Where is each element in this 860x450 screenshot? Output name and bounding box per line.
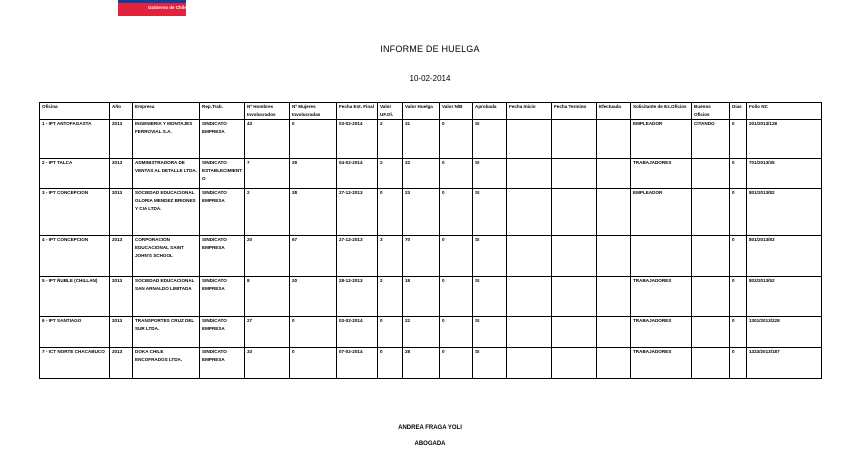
table-cell — [507, 348, 552, 379]
table-cell: SINDICATO ESTABLECIMIENTO — [200, 159, 245, 189]
table-cell — [597, 189, 631, 236]
table-cell: SI — [473, 317, 507, 348]
table-row — [40, 189, 822, 236]
table-cell: SI — [473, 159, 507, 189]
table-cell: 0 — [440, 277, 473, 317]
table-cell: 04-02-2014 — [337, 159, 378, 189]
table-cell: 4 - IPT CONCEPCION — [40, 236, 110, 277]
column-header: Dias — [730, 103, 747, 120]
table-cell: 2013 — [110, 236, 133, 277]
table-cell: 33 — [245, 348, 290, 379]
table-cell: 0 — [730, 348, 747, 379]
table-cell: SOCIEDAD EDUCACIONAL SAN ARNALDO LIMITADA — [133, 277, 200, 317]
table-cell — [507, 189, 552, 236]
table-row — [40, 120, 822, 159]
table-cell: 2013 — [110, 159, 133, 189]
table-cell: 3 - IPT CONCEPCION — [40, 189, 110, 236]
table-cell: 0 — [440, 317, 473, 348]
table-cell — [692, 236, 730, 277]
table-cell: 2 - IPT TALCA — [40, 159, 110, 189]
column-header: Solicitante de Ex.Oficios — [631, 103, 692, 120]
table-cell: 28 — [290, 189, 337, 236]
table-cell — [552, 236, 597, 277]
table-cell: 0 — [730, 317, 747, 348]
column-header: Buenos Oficios — [692, 103, 730, 120]
table-cell: 0 — [440, 159, 473, 189]
table-cell: SI — [473, 348, 507, 379]
table-cell: 22 — [403, 317, 440, 348]
table-cell: 0 — [378, 317, 403, 348]
column-header: Nº Mujeres Involucradas — [290, 103, 337, 120]
table-cell: CITANDO — [692, 120, 730, 159]
table-cell: SINDICATO EMPRESA — [200, 120, 245, 159]
table-cell: 2 — [245, 189, 290, 236]
table-cell — [631, 236, 692, 277]
table-cell — [692, 189, 730, 236]
table-cell: CORPORACION EDUCACIONAL SAINT JOHN'S SCHOOL — [133, 236, 200, 277]
table-cell: 701/2013/35 — [747, 159, 822, 189]
column-header: Fecha Termino — [552, 103, 597, 120]
table-cell: SI — [473, 277, 507, 317]
table-cell: 03-02-2014 — [337, 120, 378, 159]
table-cell: TRANSPORTES CRUZ DEL SUR LTDA. — [133, 317, 200, 348]
table-cell — [692, 317, 730, 348]
signatory-name: ANDREA FRAGA YOLI — [398, 425, 462, 431]
column-header: Valor N/B — [440, 103, 473, 120]
table-cell — [552, 159, 597, 189]
table-cell: 2013 — [110, 277, 133, 317]
table-cell: 27 — [245, 317, 290, 348]
table-cell: SINDICATO EMPRESA — [200, 236, 245, 277]
table-cell: 27-12-2013 — [337, 189, 378, 236]
table-cell — [692, 159, 730, 189]
table-cell: 0 — [440, 120, 473, 159]
table-cell — [552, 189, 597, 236]
table-cell: SINDICATO EMPRESA — [200, 348, 245, 379]
table-cell — [597, 348, 631, 379]
table-cell: 18 — [403, 277, 440, 317]
table-cell — [552, 120, 597, 159]
table-row — [40, 348, 822, 379]
table-cell — [507, 159, 552, 189]
table-row — [40, 159, 822, 189]
table-cell: 0 — [730, 159, 747, 189]
table-header-row — [40, 103, 822, 120]
table-cell: EMPLEADOR — [631, 120, 692, 159]
table-cell — [552, 348, 597, 379]
column-header: Rep.Trab. — [200, 103, 245, 120]
table-cell — [597, 236, 631, 277]
table-cell: 67 — [290, 236, 337, 277]
table-cell — [692, 348, 730, 379]
table-cell: 29 — [290, 159, 337, 189]
table-cell: SINDICATO EMPRESA — [200, 277, 245, 317]
column-header: Nº Hombres Involucrados — [245, 103, 290, 120]
table-cell: 32 — [403, 159, 440, 189]
table-cell: 0 — [290, 348, 337, 379]
table-row — [40, 317, 822, 348]
document-date: 10-02-2014 — [409, 74, 451, 83]
table-cell — [552, 317, 597, 348]
column-header: Año — [110, 103, 133, 120]
table-cell: 2 — [378, 120, 403, 159]
table-cell: TRABAJADORES — [631, 277, 692, 317]
table-cell — [597, 159, 631, 189]
table-cell: SINDICATO EMPRESA — [200, 189, 245, 236]
table-cell: 0 — [440, 348, 473, 379]
table-cell: 1301/2013/228 — [747, 317, 822, 348]
table-cell: TRABAJADORES — [631, 348, 692, 379]
column-header: Valor UF.Ol. — [378, 103, 403, 120]
table-cell: SINDICATO EMPRESA — [200, 317, 245, 348]
table-cell: 3 — [378, 236, 403, 277]
table-cell: 8 — [245, 277, 290, 317]
table-cell: 0 — [730, 277, 747, 317]
table-cell: 201/2013/128 — [747, 120, 822, 159]
table-cell: 23 — [403, 189, 440, 236]
table-cell: 20 — [245, 236, 290, 277]
table-cell: 7 - ICT NORTE CHACABUCO — [40, 348, 110, 379]
table-cell: SI — [473, 120, 507, 159]
table-cell: 0 — [290, 120, 337, 159]
table-cell: 28 — [403, 348, 440, 379]
column-header: Oficina — [40, 103, 110, 120]
column-header: Folio NC — [747, 103, 822, 120]
table-cell: 70 — [403, 236, 440, 277]
table-cell: INGENIERIA Y MONTAJES FERROVIAL S.A. — [133, 120, 200, 159]
table-cell: 20 — [290, 277, 337, 317]
table-cell: 0 — [440, 189, 473, 236]
table-cell: 0 — [730, 189, 747, 236]
table-cell: 801/2013/83 — [747, 236, 822, 277]
table-cell: ADMINISTRADORA DE VENTAS AL DETALLE LTDA. — [133, 159, 200, 189]
table-cell — [507, 277, 552, 317]
table-row — [40, 236, 822, 277]
table-cell: 7 — [245, 159, 290, 189]
column-header: Valor Huelga — [403, 103, 440, 120]
table-cell: 03-02-2014 — [337, 317, 378, 348]
table-cell — [507, 236, 552, 277]
table-cell: 27-12-2013 — [337, 236, 378, 277]
table-cell — [597, 120, 631, 159]
table-cell: 0 — [730, 236, 747, 277]
logo-text: Gobierno de Chile — [148, 5, 187, 10]
table-cell: 2013 — [110, 189, 133, 236]
table-cell: 0 — [290, 317, 337, 348]
table-cell: 0 — [440, 236, 473, 277]
table-cell — [692, 277, 730, 317]
column-header: Fecha Est. Final — [337, 103, 378, 120]
government-logo — [118, 0, 186, 16]
table-cell — [597, 317, 631, 348]
table-cell: 1 - IPT ANTOFAGASTA — [40, 120, 110, 159]
table-cell: 2013 — [110, 348, 133, 379]
table-cell: DOKA CHILE ENCOFRADOS LTDA. — [133, 348, 200, 379]
table-cell: SI — [473, 189, 507, 236]
table-cell: 801/2013/82 — [747, 189, 822, 236]
table-cell: 2013 — [110, 317, 133, 348]
table-cell — [507, 120, 552, 159]
table-cell: 0 — [730, 120, 747, 159]
table-cell: 5 - IPT ÑUBLE (CHILLAN) — [40, 277, 110, 317]
table-cell: 0 — [378, 348, 403, 379]
table-cell: 2013 — [110, 120, 133, 159]
table-cell — [507, 317, 552, 348]
column-header: Aprobada — [473, 103, 507, 120]
table-cell: 2 — [378, 159, 403, 189]
table-cell: 43 — [245, 120, 290, 159]
column-header: Empresa — [133, 103, 200, 120]
table-cell: EMPLEADOR — [631, 189, 692, 236]
table-cell — [597, 277, 631, 317]
table-cell: 31 — [403, 120, 440, 159]
table-cell: TRABAJADORES — [631, 159, 692, 189]
table-cell: 6 - IPT SANTIAGO — [40, 317, 110, 348]
table-cell: 1323/2013/187 — [747, 348, 822, 379]
table-cell: 0 — [378, 189, 403, 236]
table-row — [40, 277, 822, 317]
table-cell: 07-02-2014 — [337, 348, 378, 379]
table-cell: TRABAJADORES — [631, 317, 692, 348]
table-cell: SOCIEDAD EDUCACIONAL GLORIA MENDEZ BRIONES Y CIA LTDA. — [133, 189, 200, 236]
table-cell — [552, 277, 597, 317]
table-cell: 2 — [378, 277, 403, 317]
table-cell: SI — [473, 236, 507, 277]
signatory-role: ABOGADA — [414, 441, 446, 447]
document-title: INFORME DE HUELGA — [380, 44, 480, 54]
strike-report-table — [39, 102, 822, 379]
table-cell: 802/2013/52 — [747, 277, 822, 317]
column-header: Fecha Inicio — [507, 103, 552, 120]
column-header: Efectuada — [597, 103, 631, 120]
table-cell: 28-12-2013 — [337, 277, 378, 317]
